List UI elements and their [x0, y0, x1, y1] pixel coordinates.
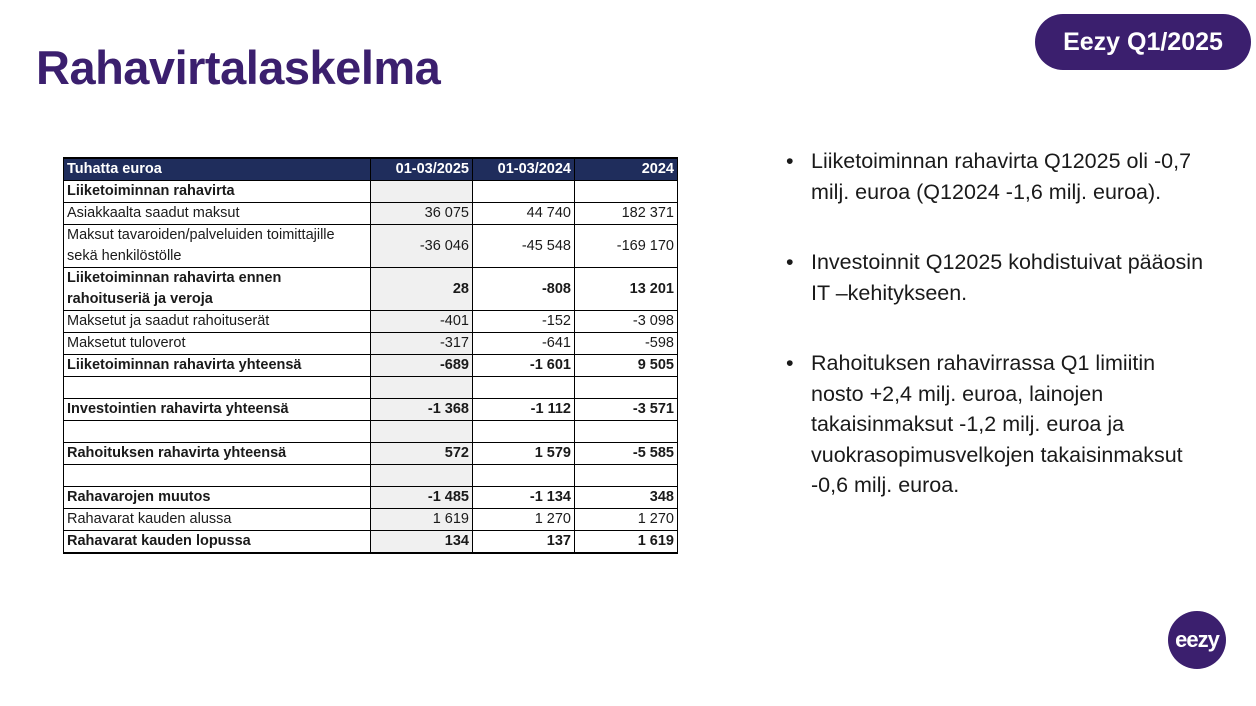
- row-value-q1-2025: [371, 420, 473, 442]
- row-value-q1-2025: -36 046: [371, 224, 473, 267]
- table-row-spacer: [64, 376, 678, 398]
- row-label: Liiketoiminnan rahavirta: [64, 180, 371, 202]
- bullet-item: [786, 247, 1206, 308]
- row-label: Rahavarat kauden lopussa: [64, 530, 371, 553]
- row-value-q1-2025: -1 368: [371, 398, 473, 420]
- row-value-2024: 182 371: [575, 202, 678, 224]
- row-value-q1-2025: 28: [371, 267, 473, 310]
- bullet-item: [786, 146, 1206, 207]
- table-row: [64, 354, 678, 376]
- bullet-dot-icon: •: [786, 250, 794, 274]
- row-value-2024: [575, 420, 678, 442]
- header-col-q1-2025: 01-03/2025: [371, 158, 473, 180]
- row-value-2024: 348: [575, 486, 678, 508]
- row-value-2024: -3 571: [575, 398, 678, 420]
- row-label: [64, 420, 371, 442]
- bullet-text: Investoinnit Q12025 kohdistuivat pääosin IT –kehitykseen.: [811, 250, 1204, 305]
- table-row: [64, 442, 678, 464]
- row-value-q1-2025: -317: [371, 332, 473, 354]
- row-value-q1-2024: 1 579: [473, 442, 575, 464]
- table-row: [64, 332, 678, 354]
- row-value-q1-2024: -152: [473, 310, 575, 332]
- bullet-text: Liiketoiminnan rahavirta Q12025 oli -0,7 milj. euroa (Q12024 -1,6 milj. euroa).: [811, 149, 1192, 204]
- row-value-2024: 13 201: [575, 267, 678, 310]
- header-col-q1-2024: 01-03/2024: [473, 158, 575, 180]
- period-badge: Eezy Q1/2025: [1035, 14, 1251, 70]
- row-value-q1-2024: [473, 464, 575, 486]
- table-row: [64, 267, 678, 310]
- row-value-q1-2025: [371, 180, 473, 202]
- table-row: [64, 508, 678, 530]
- bullet-dot-icon: •: [786, 351, 794, 375]
- table-row: [64, 310, 678, 332]
- row-value-2024: -5 585: [575, 442, 678, 464]
- table-row: [64, 202, 678, 224]
- bullet-dot-icon: •: [786, 149, 794, 173]
- row-value-q1-2024: -1 112: [473, 398, 575, 420]
- table-header-row: [64, 158, 678, 180]
- row-value-q1-2024: -641: [473, 332, 575, 354]
- row-label: Rahavarojen muutos: [64, 486, 371, 508]
- row-value-q1-2025: -1 485: [371, 486, 473, 508]
- eezy-logo-icon: [1168, 611, 1226, 669]
- row-value-2024: -3 098: [575, 310, 678, 332]
- row-label: Rahoituksen rahavirta yhteensä: [64, 442, 371, 464]
- row-value-q1-2024: -45 548: [473, 224, 575, 267]
- row-label: [64, 464, 371, 486]
- bullet-item: [786, 348, 1206, 501]
- table-row: [64, 398, 678, 420]
- row-label: Liiketoiminnan rahavirta ennen rahoituseriä ja veroja: [64, 267, 371, 310]
- cash-flow-table: [63, 157, 678, 554]
- row-value-q1-2025: [371, 376, 473, 398]
- row-label: Maksetut tuloverot: [64, 332, 371, 354]
- row-value-q1-2025: 134: [371, 530, 473, 553]
- row-value-q1-2025: -401: [371, 310, 473, 332]
- row-value-2024: 1 270: [575, 508, 678, 530]
- row-value-q1-2024: [473, 420, 575, 442]
- row-value-2024: 9 505: [575, 354, 678, 376]
- table-row: [64, 486, 678, 508]
- row-value-q1-2024: 44 740: [473, 202, 575, 224]
- row-value-q1-2025: 36 075: [371, 202, 473, 224]
- bullet-text: Rahoituksen rahavirrassa Q1 limiitin nosto +2,4 milj. euroa, lainojen takaisinmaksut -1,2 milj. euroa ja vuokrasopimusvelkojen takaisinmaksut -0,6 milj. euroa.: [811, 351, 1183, 497]
- row-value-2024: -169 170: [575, 224, 678, 267]
- table-row-spacer: [64, 464, 678, 486]
- table-row: [64, 530, 678, 553]
- row-value-q1-2025: 1 619: [371, 508, 473, 530]
- row-label: [64, 376, 371, 398]
- row-value-q1-2025: [371, 464, 473, 486]
- row-value-2024: [575, 376, 678, 398]
- row-value-q1-2025: -689: [371, 354, 473, 376]
- commentary-bullets: [786, 146, 1206, 501]
- header-label: Tuhatta euroa: [64, 158, 371, 180]
- row-value-2024: -598: [575, 332, 678, 354]
- row-value-q1-2025: 572: [371, 442, 473, 464]
- row-label: Maksetut ja saadut rahoituserät: [64, 310, 371, 332]
- row-label: Rahavarat kauden alussa: [64, 508, 371, 530]
- page-title: Rahavirtalaskelma: [36, 41, 441, 94]
- row-value-q1-2024: [473, 376, 575, 398]
- row-value-2024: [575, 180, 678, 202]
- row-value-2024: 1 619: [575, 530, 678, 553]
- table-row-spacer: [64, 420, 678, 442]
- row-label: Liiketoiminnan rahavirta yhteensä: [64, 354, 371, 376]
- row-label: Maksut tavaroiden/palveluiden toimittajille sekä henkilöstölle: [64, 224, 371, 267]
- row-value-q1-2024: 1 270: [473, 508, 575, 530]
- row-label: Investointien rahavirta yhteensä: [64, 398, 371, 420]
- row-label: Asiakkaalta saadut maksut: [64, 202, 371, 224]
- row-value-q1-2024: [473, 180, 575, 202]
- table-row: [64, 180, 678, 202]
- table-row: [64, 224, 678, 267]
- row-value-2024: [575, 464, 678, 486]
- logo-text: eezy: [1175, 627, 1219, 652]
- row-value-q1-2024: -1 134: [473, 486, 575, 508]
- row-value-q1-2024: 137: [473, 530, 575, 553]
- header-col-2024: 2024: [575, 158, 678, 180]
- row-value-q1-2024: -808: [473, 267, 575, 310]
- row-value-q1-2024: -1 601: [473, 354, 575, 376]
